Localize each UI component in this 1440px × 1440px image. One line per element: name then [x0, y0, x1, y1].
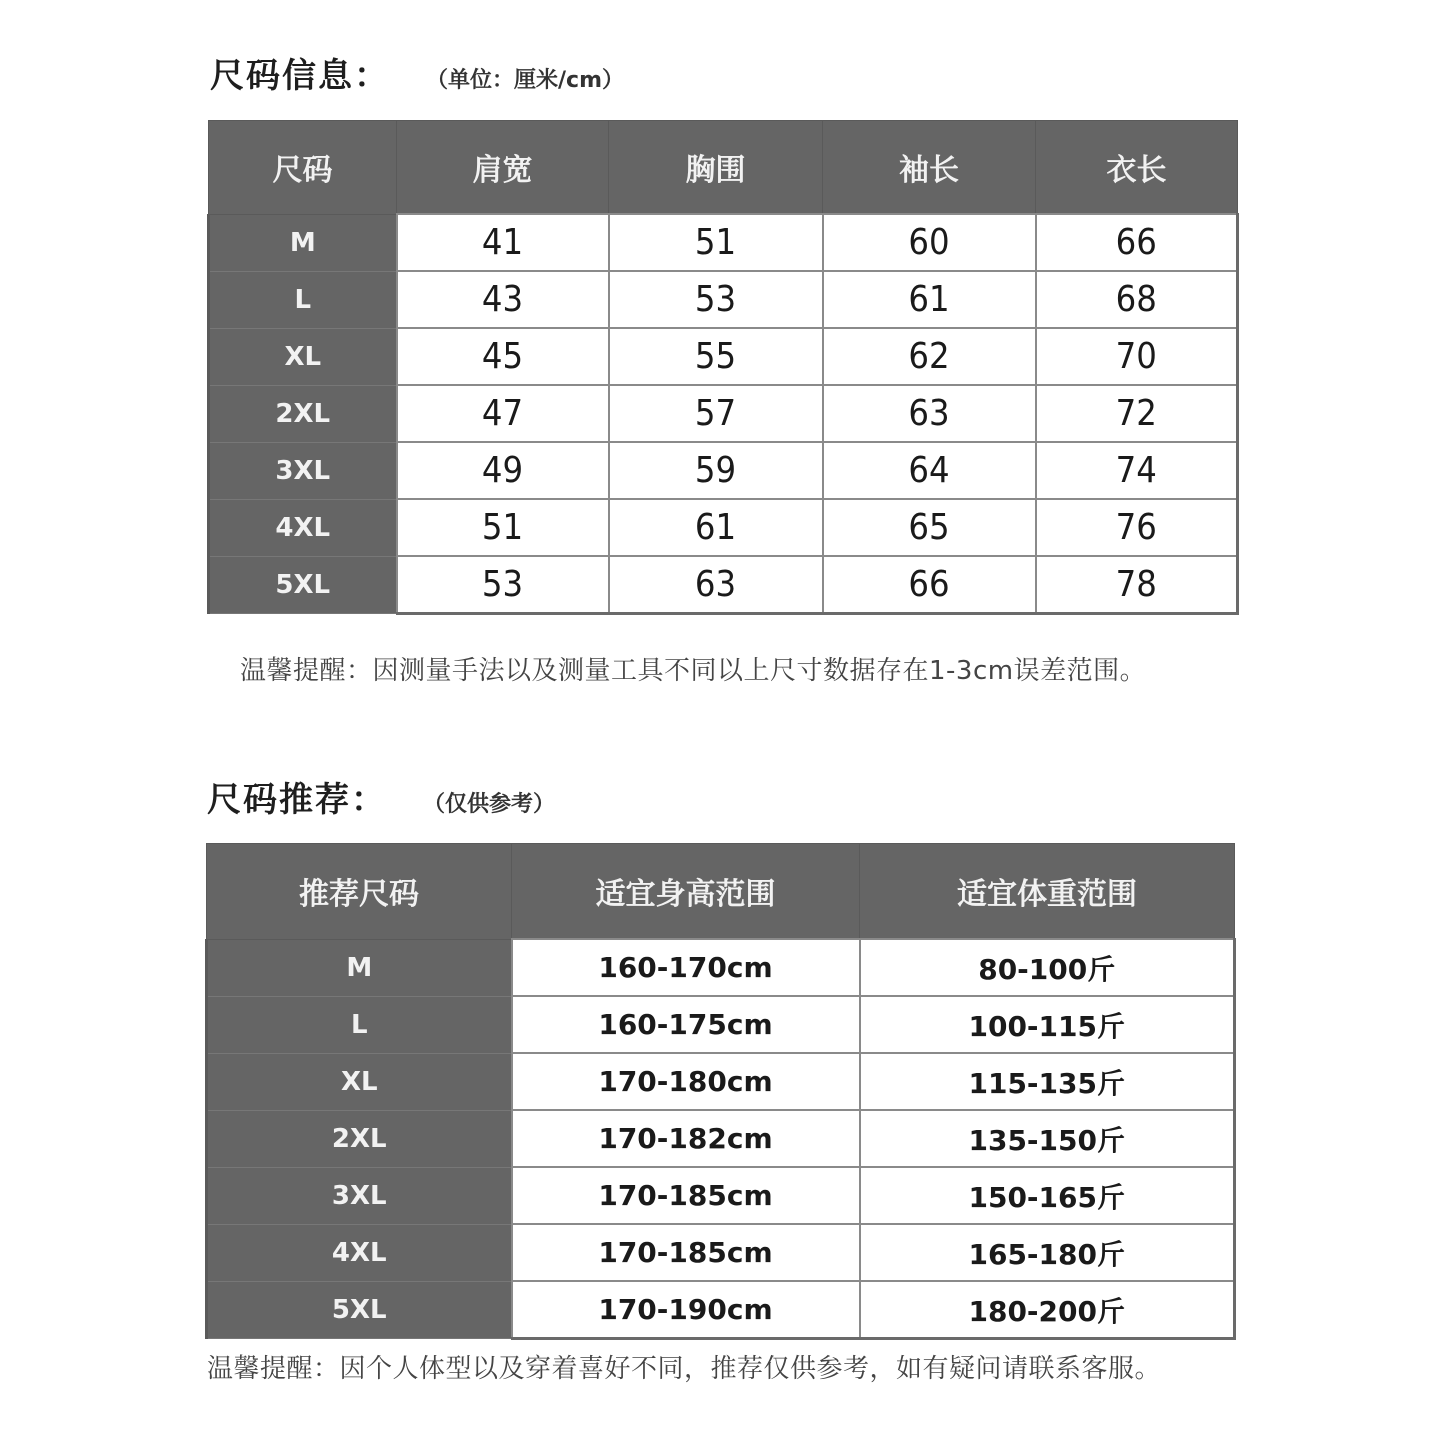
reference-note: （仅供参考）	[423, 792, 556, 817]
chest-cell: 57	[609, 385, 823, 442]
table-row	[209, 271, 1238, 328]
height-range-cell: 170-190cm	[512, 1281, 860, 1339]
shoulder-width-cell: 43	[397, 271, 609, 328]
size-label: 4XL	[209, 499, 397, 556]
garment-length-cell: 68	[1036, 271, 1238, 328]
size-label: XL	[207, 1053, 512, 1110]
table-row	[207, 1110, 1235, 1167]
chest-cell: 55	[609, 328, 823, 385]
header-garment-length: 衣长	[1036, 121, 1238, 215]
shoulder-width-cell: 41	[397, 214, 609, 271]
chest-cell: 59	[609, 442, 823, 499]
weight-range-cell: 150-165斤	[860, 1167, 1235, 1224]
height-range-cell: 160-170cm	[512, 939, 860, 996]
size-label: 5XL	[207, 1281, 512, 1339]
garment-length-cell: 66	[1036, 214, 1238, 271]
header-shoulder-width: 肩宽	[397, 121, 609, 215]
size-recommend-title: 尺码推荐：	[207, 780, 387, 820]
header-size: 尺码	[209, 121, 397, 215]
size-label: 2XL	[209, 385, 397, 442]
sleeve-length-cell: 64	[823, 442, 1036, 499]
sleeve-length-cell: 65	[823, 499, 1036, 556]
table-row	[207, 1053, 1235, 1110]
height-range-cell: 160-175cm	[512, 996, 860, 1053]
sleeve-length-cell: 66	[823, 556, 1036, 614]
size-label: 2XL	[207, 1110, 512, 1167]
unit-note: （单位：厘米/cm）	[426, 68, 625, 93]
size-recommend-heading	[207, 772, 555, 821]
size-label: L	[207, 996, 512, 1053]
shoulder-width-cell: 49	[397, 442, 609, 499]
header-chest: 胸围	[609, 121, 823, 215]
height-range-cell: 170-185cm	[512, 1167, 860, 1224]
garment-length-cell: 76	[1036, 499, 1238, 556]
weight-range-cell: 115-135斤	[860, 1053, 1235, 1110]
size-label: XL	[209, 328, 397, 385]
shoulder-width-cell: 47	[397, 385, 609, 442]
chest-cell: 63	[609, 556, 823, 614]
shoulder-width-cell: 45	[397, 328, 609, 385]
weight-range-cell: 100-115斤	[860, 996, 1235, 1053]
size-label: 3XL	[207, 1167, 512, 1224]
header-sleeve-length: 袖长	[823, 121, 1036, 215]
table-row	[209, 385, 1238, 442]
size-recommend-table	[205, 843, 1236, 1340]
table-row	[207, 996, 1235, 1053]
size-label: M	[207, 939, 512, 996]
size-info-heading	[210, 48, 624, 97]
table-row	[209, 556, 1238, 614]
table-row	[209, 328, 1238, 385]
chest-cell: 51	[609, 214, 823, 271]
sleeve-length-cell: 63	[823, 385, 1036, 442]
chest-cell: 53	[609, 271, 823, 328]
table-header-row	[207, 844, 1235, 940]
table-row	[207, 1281, 1235, 1339]
size-info-table	[207, 120, 1239, 615]
shoulder-width-cell: 51	[397, 499, 609, 556]
weight-range-cell: 80-100斤	[860, 939, 1235, 996]
recommendation-reminder: 温馨提醒：因个人体型以及穿着喜好不同，推荐仅供参考，如有疑问请联系客服。	[207, 1354, 1162, 1384]
garment-length-cell: 70	[1036, 328, 1238, 385]
garment-length-cell: 72	[1036, 385, 1238, 442]
weight-range-cell: 135-150斤	[860, 1110, 1235, 1167]
sleeve-length-cell: 60	[823, 214, 1036, 271]
garment-length-cell: 74	[1036, 442, 1238, 499]
measurement-reminder: 温馨提醒：因测量手法以及测量工具不同以上尺寸数据存在1-3cm误差范围。	[240, 656, 1147, 686]
shoulder-width-cell: 53	[397, 556, 609, 614]
height-range-cell: 170-185cm	[512, 1224, 860, 1281]
weight-range-cell: 165-180斤	[860, 1224, 1235, 1281]
table-row	[207, 1224, 1235, 1281]
size-label: 5XL	[209, 556, 397, 614]
height-range-cell: 170-180cm	[512, 1053, 860, 1110]
size-label: 3XL	[209, 442, 397, 499]
header-weight-range: 适宜体重范围	[860, 844, 1235, 940]
table-row	[209, 214, 1238, 271]
size-label: M	[209, 214, 397, 271]
height-range-cell: 170-182cm	[512, 1110, 860, 1167]
table-row	[209, 499, 1238, 556]
table-row	[209, 442, 1238, 499]
weight-range-cell: 180-200斤	[860, 1281, 1235, 1339]
sleeve-length-cell: 61	[823, 271, 1036, 328]
size-label: 4XL	[207, 1224, 512, 1281]
table-row	[207, 939, 1235, 996]
table-header-row	[209, 121, 1238, 215]
sleeve-length-cell: 62	[823, 328, 1036, 385]
size-info-title: 尺码信息：	[210, 56, 390, 96]
garment-length-cell: 78	[1036, 556, 1238, 614]
header-recommended-size: 推荐尺码	[207, 844, 512, 940]
table-row	[207, 1167, 1235, 1224]
size-label: L	[209, 271, 397, 328]
chest-cell: 61	[609, 499, 823, 556]
header-height-range: 适宜身高范围	[512, 844, 860, 940]
